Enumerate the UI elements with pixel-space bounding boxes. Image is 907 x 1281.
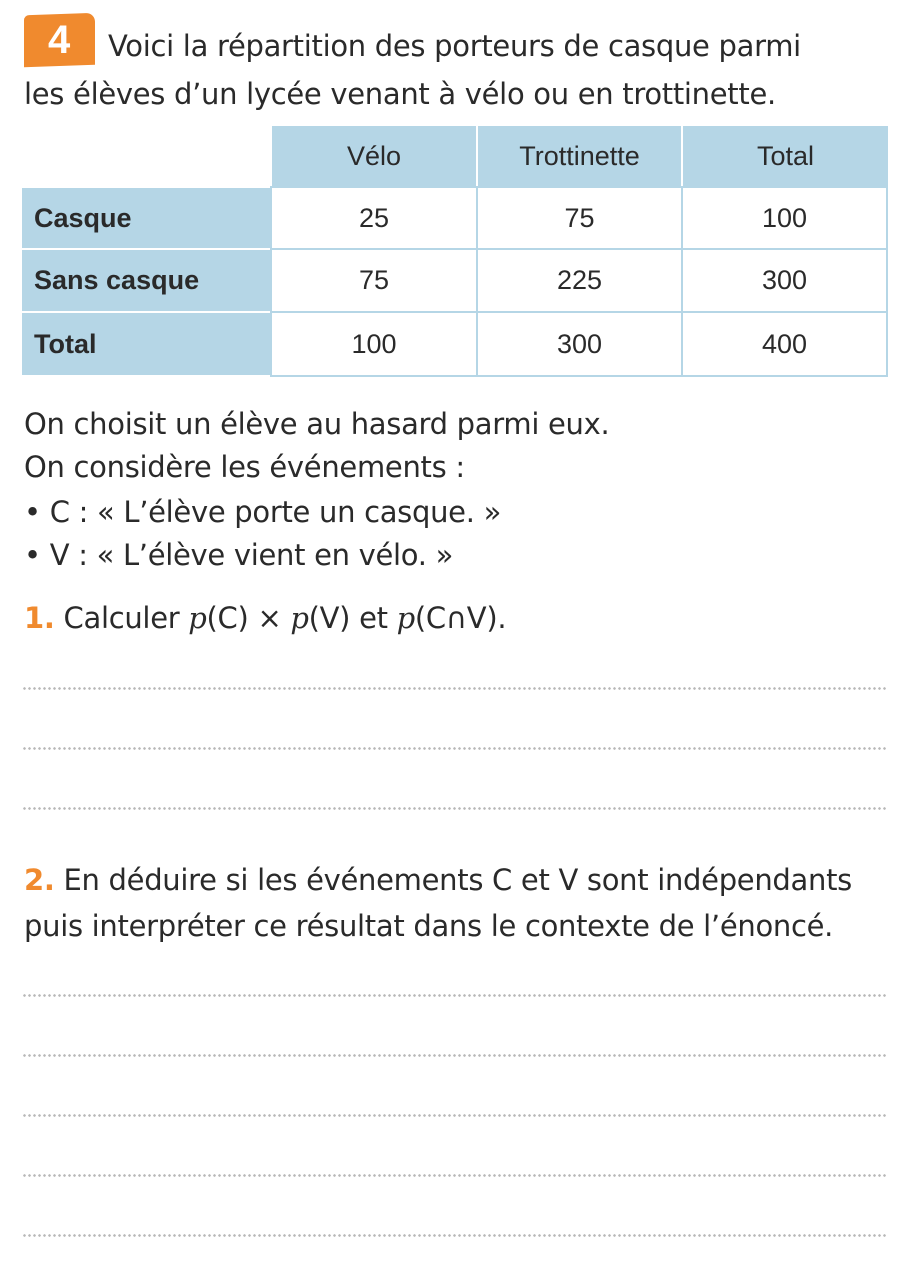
event-c-bullet bbox=[24, 495, 502, 529]
question-2-number: 2. bbox=[24, 863, 55, 897]
answer-line[interactable] bbox=[22, 994, 888, 997]
table-cell: 25 bbox=[270, 186, 478, 250]
event-v-bullet bbox=[24, 538, 454, 572]
table-cell: 75 bbox=[476, 186, 683, 250]
bullet-marker: • bbox=[24, 495, 41, 529]
answer-line[interactable] bbox=[22, 687, 888, 690]
intro-line-2: les élèves d’un lycée venant à vélo ou en trottinette. bbox=[24, 77, 776, 111]
column-header-velo: Vélo bbox=[272, 126, 476, 186]
table-cell: 100 bbox=[681, 186, 888, 250]
answer-line[interactable] bbox=[22, 1054, 888, 1057]
event-c-text: C : « L’élève porte un casque. » bbox=[49, 495, 502, 529]
contingency-table bbox=[22, 126, 888, 377]
question-1-number: 1. bbox=[24, 601, 55, 635]
bullet-marker: • bbox=[24, 538, 41, 572]
table-cell: 400 bbox=[681, 311, 888, 377]
row-header-casque: Casque bbox=[22, 188, 270, 248]
exercise-number: 4 bbox=[48, 18, 71, 62]
row-header-total: Total bbox=[22, 313, 270, 375]
question-1 bbox=[24, 601, 507, 635]
body-line-2: On considère les événements : bbox=[24, 450, 465, 484]
question-2-line-1 bbox=[24, 863, 852, 897]
answer-line[interactable] bbox=[22, 1114, 888, 1117]
table-cell: 300 bbox=[681, 248, 888, 313]
table-cell: 100 bbox=[270, 311, 478, 377]
answer-line[interactable] bbox=[22, 807, 888, 810]
column-header-total: Total bbox=[683, 126, 888, 186]
intro-line-1: Voici la répartition des porteurs de casque parmi bbox=[108, 29, 801, 63]
table-cell: 75 bbox=[270, 248, 478, 313]
table-cell: 300 bbox=[476, 311, 683, 377]
exercise-number-badge bbox=[24, 13, 95, 67]
event-v-text: V : « L’élève vient en vélo. » bbox=[49, 538, 454, 572]
answer-line[interactable] bbox=[22, 1234, 888, 1237]
question-1-text: Calculer p(C) × p(V) et p(C∩V). bbox=[63, 601, 507, 635]
question-2-text-1: En déduire si les événements C et V sont indépendants bbox=[63, 863, 852, 897]
answer-line[interactable] bbox=[22, 747, 888, 750]
body-line-1: On choisit un élève au hasard parmi eux. bbox=[24, 407, 610, 441]
row-header-sans-casque: Sans casque bbox=[22, 250, 270, 311]
answer-line[interactable] bbox=[22, 1174, 888, 1177]
question-2-line-2: puis interpréter ce résultat dans le contexte de l’énoncé. bbox=[24, 909, 834, 943]
table-cell: 225 bbox=[476, 248, 683, 313]
column-header-trottinette: Trottinette bbox=[478, 126, 681, 186]
